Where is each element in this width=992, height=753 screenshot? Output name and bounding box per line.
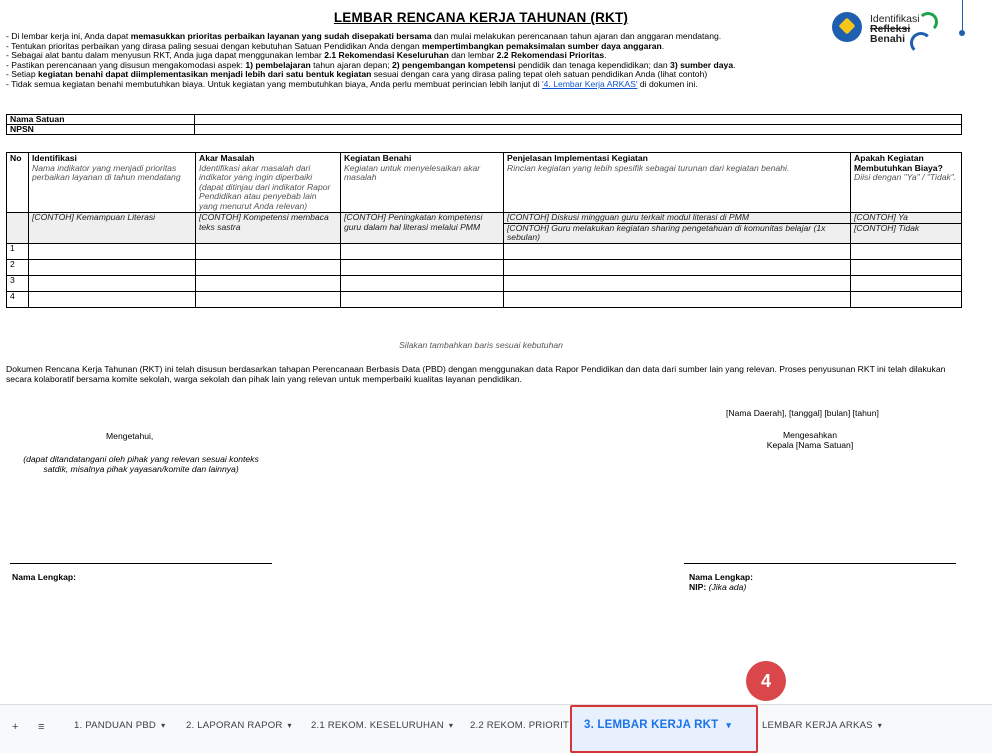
- table-cell[interactable]: [196, 259, 341, 275]
- sheet-tab-bar: [0, 704, 992, 753]
- mengesahkan-label: Mengesahkan: [783, 430, 837, 440]
- header-biaya: Apakah Kegiatan Membutuhkan Biaya? Diisi dengan "Ya" / "Tidak".: [851, 153, 962, 213]
- instruction-line: - Tidak semua kegiatan benahi membutuhkan biaya. Untuk kegiatan yang membutuhkan biaya, Anda perlu membuat perincian lebih lanjut di '4. Lembar Kerja ARKAS' di dokumen ini.: [6, 78, 698, 89]
- row-number[interactable]: 4: [7, 291, 29, 307]
- signature-line-right: [684, 563, 956, 564]
- example-impl-cell[interactable]: [CONTOH] Guru melakukan kegiatan sharing pengetahuan di komunitas belajar (1x sebulan): [504, 223, 851, 243]
- header-penjelasan: Penjelasan Implementasi Kegiatan Rincian kegiatan yang lebih spesifik sebagai turunan dari kegiatan benahi.: [504, 153, 851, 213]
- table-cell[interactable]: [29, 259, 196, 275]
- tab-lembar-kerja-arkas[interactable]: LEMBAR KERJA ARKAS ▾: [762, 720, 882, 731]
- place-date: [Nama Daerah], [tanggal] [bulan] [tahun]: [726, 408, 879, 418]
- all-sheets-menu-icon[interactable]: ≡: [38, 721, 45, 733]
- chevron-down-icon[interactable]: ▾: [726, 720, 732, 730]
- column-divider: [962, 0, 963, 34]
- tab-rekom-prioritas[interactable]: 2.2 REKOM. PRIORIT: [470, 720, 570, 731]
- header-kegiatan-benahi: Kegiatan Benahi Kegiatan untuk menyelesaikan akar masalah: [341, 153, 504, 213]
- table-row: [7, 243, 962, 259]
- instruction-line: - Tentukan prioritas perbaikan yang dirasa paling sesuai dengan kebutuhan Satuan Pendidikan Anda dengan mempertimbangkan pemaksimalan sumber daya anggaran.: [6, 40, 665, 51]
- table-cell[interactable]: [29, 275, 196, 291]
- table-cell[interactable]: [851, 291, 962, 307]
- table-row: [7, 291, 962, 307]
- table-cell[interactable]: [504, 243, 851, 259]
- nama-lengkap-right: Nama Lengkap:: [689, 572, 753, 582]
- example-akar-cell[interactable]: [CONTOH] Kompetensi membaca teks sastra: [196, 213, 341, 244]
- table-header-row: [7, 153, 962, 213]
- table-cell[interactable]: [851, 275, 962, 291]
- table-cell[interactable]: [504, 259, 851, 275]
- chevron-down-icon[interactable]: ▾: [877, 721, 882, 730]
- kepala-label: Kepala [Nama Satuan]: [766, 440, 854, 450]
- add-sheet-icon[interactable]: +: [12, 721, 19, 733]
- npsn-label: NPSN: [7, 125, 195, 135]
- add-rows-note: Silakan tambahkan baris sesuai kebutuhan: [399, 340, 563, 350]
- chevron-down-icon[interactable]: ▾: [287, 721, 292, 730]
- chevron-down-icon[interactable]: ▾: [448, 721, 454, 730]
- table-cell[interactable]: [29, 243, 196, 259]
- row-number[interactable]: 1: [7, 243, 29, 259]
- table-cell[interactable]: [851, 259, 962, 275]
- instruction-line: - Setiap kegiatan benahi dapat diimplementasikan menjadi lebih dari satu bentuk kegiatan sesuai dengan cara yang dirasa paling tepat oleh satuan pendidikan Anda (lihat contoh): [6, 69, 708, 80]
- example-impl-cell[interactable]: [CONTOH] Diskusi mingguan guru terkait modul literasi di PMM: [504, 213, 851, 224]
- table-cell[interactable]: [196, 291, 341, 307]
- arkas-sheet-link[interactable]: '4. Lembar Kerja ARKAS': [542, 78, 638, 89]
- tut-wuri-logo-icon: [832, 12, 862, 42]
- step-number-badge: 4: [746, 661, 786, 701]
- header-akar-masalah: Akar Masalah Identifikasi akar masalah dari indikator yang ingin diperbaiki (dapat ditinjau dari indikator Rapor Pendidikan atau penyebab lain yang menurut Anda relevan): [196, 153, 341, 213]
- instructions: [6, 32, 826, 90]
- logo-text-identifikasi: Identifikasi: [870, 13, 920, 25]
- instruction-line: - Di lembar kerja ini, Anda dapat memasukkan prioritas perbaikan layanan yang sudah disepakati bersama dan mulai melakukan perencanaan tahun ajaran dan anggaran mendatang.: [6, 31, 722, 41]
- table-cell[interactable]: [504, 291, 851, 307]
- logo-text-benahi: Benahi: [870, 33, 906, 45]
- table-row: [7, 259, 962, 275]
- nip-label: NIP:: [689, 582, 707, 592]
- logo-arc-green-icon: [918, 12, 938, 32]
- table-cell[interactable]: [29, 291, 196, 307]
- nama-lengkap-left: Nama Lengkap:: [12, 572, 76, 582]
- instruction-line: - Pastikan perencanaan yang disusun mengakomodasi aspek: 1) pembelajaran tahun ajaran depan; 2) pengembangan kompetensi pendidik dan tenaga kependidikan; dan 3) sumber daya.: [6, 59, 736, 70]
- example-biaya-cell[interactable]: [CONTOH] Ya: [851, 213, 962, 224]
- npsn-cell[interactable]: [195, 125, 962, 135]
- instruction-line: - Sebagai alat bantu dalam menyusun RKT, Anda juga dapat menggunakan lembar 2.1 Rekomendasi Keseluruhan dan lembar 2.2 Rekomendasi Prioritas.: [6, 50, 607, 61]
- table-cell[interactable]: [196, 275, 341, 291]
- mengesahkan-block: [735, 430, 885, 450]
- mengetahui-note: (dapat ditandatangani oleh pihak yang relevan sesuai konteks satdik, misalnya pihak yayasan/komite dan lainnya): [23, 454, 259, 474]
- tab-lembar-kerja-rkt[interactable]: 3. LEMBAR KERJA RKT ▾: [570, 705, 758, 753]
- document-statement: Dokumen Rencana Kerja Tahunan (RKT) ini telah disusun berdasarkan tahapan Perencanaan Berbasis Data (PBD) dengan menggunakan data Rapor Pendidikan dan data dari sumber lain yang relevan. Proses penyusunan RKT ini telah dilakukan secara kolaboratif bersama komite sekolah, warga sekolah dan pihak lain yang relevan untuk memperbaiki kualitas layanan pendidikan.: [6, 364, 946, 384]
- page-title: LEMBAR RENCANA KERJA TAHUNAN (RKT): [333, 10, 629, 25]
- example-biaya-cell[interactable]: [CONTOH] Tidak: [851, 223, 962, 243]
- nama-satuan-cell[interactable]: [195, 115, 962, 125]
- selection-handle[interactable]: [959, 30, 965, 36]
- table-row: [7, 275, 962, 291]
- table-cell[interactable]: [341, 291, 504, 307]
- tab-panduan-pbd[interactable]: 1. PANDUAN PBD ▾: [74, 720, 166, 731]
- rkt-table: [6, 152, 962, 308]
- example-identifikasi-cell[interactable]: [CONTOH] Kemampuan Literasi: [29, 213, 196, 244]
- table-cell[interactable]: [341, 243, 504, 259]
- row-number[interactable]: 3: [7, 275, 29, 291]
- example-row: [7, 213, 962, 224]
- row-number[interactable]: 2: [7, 259, 29, 275]
- nip-note: (Jika ada): [708, 582, 747, 592]
- table-cell[interactable]: [196, 243, 341, 259]
- nama-lengkap-right-block: [689, 572, 753, 592]
- example-no-cell[interactable]: [7, 213, 29, 244]
- tab-rekom-keseluruhan[interactable]: 2.1 REKOM. KESELURUHAN ▾: [311, 720, 454, 731]
- tab-laporan-rapor[interactable]: 2. LAPORAN RAPOR ▾: [186, 720, 292, 731]
- table-cell[interactable]: [341, 259, 504, 275]
- table-cell[interactable]: [341, 275, 504, 291]
- example-benahi-cell[interactable]: [CONTOH] Peningkatan kompetensi guru dalam hal literasi melalui PMM: [341, 213, 504, 244]
- nama-satuan-label: Nama Satuan: [7, 115, 195, 125]
- table-cell[interactable]: [504, 275, 851, 291]
- signature-line-left: [10, 563, 272, 564]
- logo-arc-blue-icon: [910, 32, 932, 54]
- header-identifikasi: Identifikasi Nama indikator yang menjadi prioritas perbaikan layanan di tahun mendatang: [29, 153, 196, 213]
- mengetahui-label: Mengetahui,: [106, 431, 154, 441]
- chevron-down-icon[interactable]: ▾: [161, 721, 166, 730]
- irb-logo: [832, 10, 952, 50]
- logo-text-refleksi: Refleksi: [870, 23, 911, 35]
- table-cell[interactable]: [851, 243, 962, 259]
- school-info-table: [6, 114, 962, 135]
- vertical-scrollbar[interactable]: [966, 0, 992, 704]
- header-no: No: [7, 153, 29, 213]
